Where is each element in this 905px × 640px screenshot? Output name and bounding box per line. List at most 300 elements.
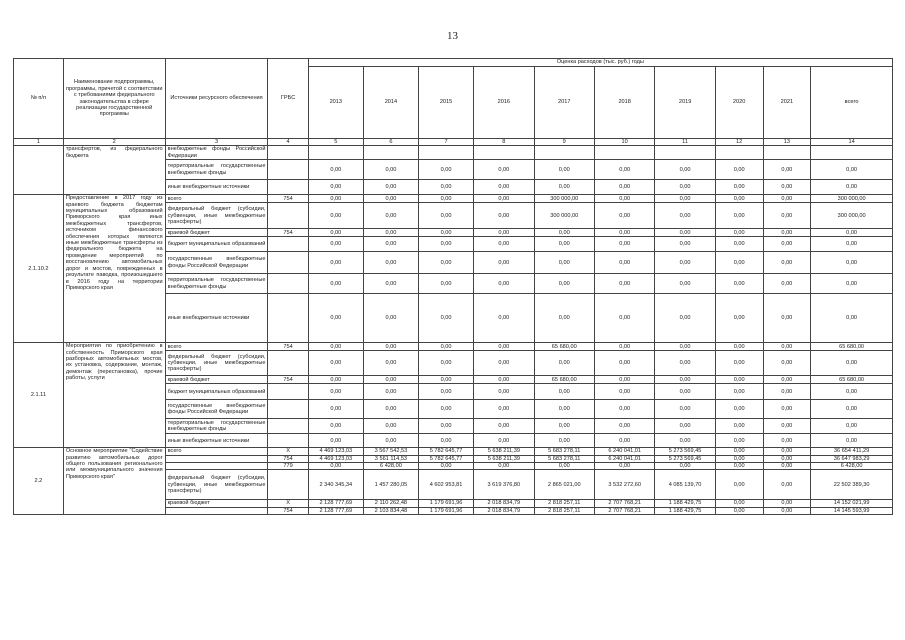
value-cell: 0,00: [474, 195, 534, 203]
grbs-cell: [268, 384, 308, 400]
value-cell: 0,00: [534, 160, 594, 180]
value-cell: 2 018 834,79: [474, 507, 534, 514]
value-cell: 0,00: [363, 160, 418, 180]
source-cell: государственные внебюджетные фонды Российской Федерации: [165, 400, 268, 419]
grbs-cell: [268, 294, 308, 343]
column-number: 14: [811, 139, 893, 146]
grbs-cell: [268, 160, 308, 180]
value-cell: 0,00: [594, 434, 654, 448]
value-cell: 0,00: [594, 419, 654, 434]
column-number: 8: [474, 139, 534, 146]
value-cell: 22 502 389,30: [811, 470, 893, 500]
column-number: 2: [63, 139, 165, 146]
value-cell: 65 680,00: [811, 376, 893, 384]
source-cell: внебюджетные фонды Российской Федерации: [165, 146, 268, 160]
value-cell: 2 818 257,11: [534, 507, 594, 514]
value-cell: 5 683 278,11: [534, 448, 594, 455]
value-cell: 0,00: [715, 455, 763, 462]
value-cell: 5 638 211,39: [474, 448, 534, 455]
value-cell: 5 683 278,11: [534, 455, 594, 462]
value-cell: 0,00: [534, 229, 594, 237]
source-cell: иные внебюджетные источники: [165, 180, 268, 195]
value-cell: 0,00: [655, 463, 715, 470]
value-cell: 0,00: [363, 180, 418, 195]
value-cell: 0,00: [363, 351, 418, 376]
value-cell: 0,00: [474, 294, 534, 343]
header-year: 2019: [655, 67, 715, 139]
value-cell: 0,00: [715, 203, 763, 229]
value-cell: 0,00: [655, 180, 715, 195]
table-row: [14, 195, 893, 203]
value-cell: 0,00: [363, 203, 418, 229]
grbs-cell: [268, 274, 308, 294]
value-cell: 5 782 645,77: [418, 448, 473, 455]
value-cell: 0,00: [594, 203, 654, 229]
value-cell: 0,00: [418, 400, 473, 419]
header-year: 2013: [308, 67, 363, 139]
source-cell: всего: [165, 343, 268, 351]
value-cell: 0,00: [715, 384, 763, 400]
value-cell: 36 654 411,29: [811, 448, 893, 455]
value-cell: 0,00: [655, 203, 715, 229]
value-cell: 0,00: [534, 252, 594, 274]
value-cell: 4 085 139,70: [655, 470, 715, 500]
header-year: 2014: [363, 67, 418, 139]
source-cell: бюджет муниципальных образований: [165, 237, 268, 252]
source-cell: [165, 507, 268, 514]
value-cell: 3 619 376,80: [474, 470, 534, 500]
value-cell: 0,00: [594, 180, 654, 195]
value-cell: 0,00: [418, 434, 473, 448]
value-cell: 0,00: [594, 160, 654, 180]
value-cell: 0,00: [763, 274, 811, 294]
value-cell: 0,00: [474, 252, 534, 274]
header-year: 2016: [474, 67, 534, 139]
value-cell: 0,00: [418, 229, 473, 237]
value-cell: 0,00: [763, 237, 811, 252]
value-cell: [715, 146, 763, 160]
value-cell: 0,00: [534, 463, 594, 470]
value-cell: 0,00: [715, 400, 763, 419]
value-cell: 0,00: [363, 434, 418, 448]
value-cell: 0,00: [811, 274, 893, 294]
grbs-cell: X: [268, 448, 308, 455]
column-number: 9: [534, 139, 594, 146]
grbs-cell: [268, 419, 308, 434]
value-cell: 0,00: [763, 203, 811, 229]
grbs-cell: [268, 434, 308, 448]
value-cell: [763, 146, 811, 160]
value-cell: 0,00: [715, 343, 763, 351]
value-cell: 0,00: [308, 384, 363, 400]
column-number: 10: [594, 139, 654, 146]
value-cell: 0,00: [418, 463, 473, 470]
value-cell: 0,00: [811, 229, 893, 237]
value-cell: 0,00: [715, 500, 763, 507]
value-cell: 0,00: [534, 274, 594, 294]
value-cell: 0,00: [534, 237, 594, 252]
value-cell: 14 152 021,99: [811, 500, 893, 507]
source-cell: краевой бюджет: [165, 376, 268, 384]
value-cell: 0,00: [308, 195, 363, 203]
value-cell: 0,00: [763, 470, 811, 500]
value-cell: 0,00: [763, 343, 811, 351]
grbs-cell: [268, 470, 308, 500]
value-cell: 0,00: [594, 294, 654, 343]
column-number: 11: [655, 139, 715, 146]
value-cell: 0,00: [811, 419, 893, 434]
value-cell: 2 103 834,48: [363, 507, 418, 514]
column-number: 3: [165, 139, 268, 146]
value-cell: 0,00: [763, 507, 811, 514]
grbs-cell: [268, 351, 308, 376]
value-cell: 0,00: [363, 294, 418, 343]
grbs-cell: 779: [268, 463, 308, 470]
value-cell: 0,00: [715, 252, 763, 274]
row-number: 2.1.11: [14, 343, 64, 448]
value-cell: 6 240 041,01: [594, 455, 654, 462]
value-cell: 0,00: [418, 203, 473, 229]
value-cell: 0,00: [474, 419, 534, 434]
header-year: 2017: [534, 67, 594, 139]
value-cell: 300 000,00: [534, 195, 594, 203]
value-cell: 0,00: [715, 294, 763, 343]
value-cell: 0,00: [594, 237, 654, 252]
value-cell: 0,00: [418, 195, 473, 203]
value-cell: 5 638 211,39: [474, 455, 534, 462]
value-cell: 0,00: [763, 294, 811, 343]
value-cell: 0,00: [715, 434, 763, 448]
value-cell: 0,00: [811, 351, 893, 376]
value-cell: 0,00: [763, 455, 811, 462]
value-cell: 0,00: [308, 419, 363, 434]
value-cell: 0,00: [418, 419, 473, 434]
value-cell: 0,00: [811, 294, 893, 343]
value-cell: 0,00: [763, 463, 811, 470]
value-cell: 0,00: [763, 252, 811, 274]
value-cell: [418, 146, 473, 160]
value-cell: 0,00: [655, 229, 715, 237]
value-cell: 0,00: [363, 419, 418, 434]
column-numbers-row: [14, 139, 893, 146]
header-num: № п/п: [14, 59, 64, 139]
grbs-cell: [268, 237, 308, 252]
value-cell: 3 561 114,53: [363, 455, 418, 462]
header-grbs: ГРБС: [268, 59, 308, 139]
value-cell: 1 188 429,75: [655, 507, 715, 514]
value-cell: 0,00: [534, 434, 594, 448]
value-cell: 0,00: [763, 448, 811, 455]
value-cell: 4 469 123,03: [308, 455, 363, 462]
value-cell: 1 457 280,05: [363, 470, 418, 500]
value-cell: 0,00: [474, 434, 534, 448]
value-cell: 2 340 345,34: [308, 470, 363, 500]
column-number: 4: [268, 139, 308, 146]
column-number: 7: [418, 139, 473, 146]
value-cell: 0,00: [418, 274, 473, 294]
value-cell: 0,00: [594, 376, 654, 384]
value-cell: 0,00: [474, 343, 534, 351]
value-cell: [594, 146, 654, 160]
value-cell: 0,00: [655, 160, 715, 180]
source-cell: территориальные государственные внебюджетные фонды: [165, 419, 268, 434]
grbs-cell: 754: [268, 376, 308, 384]
value-cell: 0,00: [655, 252, 715, 274]
value-cell: 0,00: [418, 384, 473, 400]
source-cell: федеральный бюджет (субсидии, субвенции, иные межбюджетные трансферты): [165, 203, 268, 229]
row-name: Мероприятия по приобретению в собственность Приморского края разборных автомобильных мостов, их установка, содержание, монтаж, демонтаж (перестановка), прочие работы, услуги: [63, 343, 165, 448]
grbs-cell: 754: [268, 455, 308, 462]
value-cell: 6 428,00: [811, 463, 893, 470]
value-cell: 0,00: [308, 343, 363, 351]
value-cell: 0,00: [534, 294, 594, 343]
value-cell: [811, 146, 893, 160]
header-year: всего: [811, 67, 893, 139]
row-name: трансфертов, из федерального бюджета: [63, 146, 165, 195]
value-cell: 4 602 953,81: [418, 470, 473, 500]
value-cell: [474, 146, 534, 160]
value-cell: 0,00: [594, 351, 654, 376]
value-cell: 65 680,00: [811, 343, 893, 351]
value-cell: 0,00: [715, 274, 763, 294]
value-cell: 0,00: [715, 160, 763, 180]
value-cell: [308, 146, 363, 160]
value-cell: 0,00: [363, 237, 418, 252]
table-header: [14, 59, 893, 146]
value-cell: [655, 146, 715, 160]
header-year: 2015: [418, 67, 473, 139]
value-cell: 0,00: [715, 376, 763, 384]
value-cell: 0,00: [418, 237, 473, 252]
header-year: 2018: [594, 67, 654, 139]
value-cell: 2 018 834,79: [474, 500, 534, 507]
value-cell: 0,00: [308, 434, 363, 448]
value-cell: 0,00: [811, 180, 893, 195]
value-cell: 0,00: [715, 448, 763, 455]
value-cell: 0,00: [594, 343, 654, 351]
value-cell: 5 782 645,77: [418, 455, 473, 462]
value-cell: 0,00: [763, 160, 811, 180]
header-sources: Источники ресурсного обеспечения: [165, 59, 268, 139]
value-cell: 0,00: [474, 384, 534, 400]
value-cell: 0,00: [534, 400, 594, 419]
value-cell: 6 240 041,01: [594, 448, 654, 455]
grbs-cell: 754: [268, 195, 308, 203]
value-cell: 0,00: [474, 237, 534, 252]
grbs-cell: [268, 180, 308, 195]
value-cell: 1 188 429,75: [655, 500, 715, 507]
value-cell: 0,00: [418, 294, 473, 343]
value-cell: 0,00: [594, 384, 654, 400]
value-cell: 0,00: [474, 351, 534, 376]
row-name: Предоставление в 2017 году из краевого бюджета бюджетам муниципальных образований Приморского края иных межбюджетных трансфертов, источником финансового обеспечения которых являются иные межбюджетные трансферты из федерального бюджета на проведение мероприятий по восстановлению автомобильных дорог и мостов, поврежденных в результате паводка, произошедшего в 2016 году на территории Приморского края: [63, 195, 165, 343]
grbs-cell: [268, 203, 308, 229]
source-cell: [165, 463, 268, 470]
value-cell: 0,00: [474, 400, 534, 419]
value-cell: 0,00: [594, 400, 654, 419]
column-number: 6: [363, 139, 418, 146]
value-cell: 0,00: [418, 376, 473, 384]
source-cell: федеральный бюджет (субсидии, субвенции, иные межбюджетные трансферты): [165, 470, 268, 500]
value-cell: 0,00: [715, 419, 763, 434]
value-cell: [363, 146, 418, 160]
value-cell: 65 680,00: [534, 376, 594, 384]
grbs-cell: [268, 400, 308, 419]
value-cell: 0,00: [655, 419, 715, 434]
value-cell: 0,00: [308, 203, 363, 229]
value-cell: 0,00: [308, 160, 363, 180]
value-cell: 2 110 262,48: [363, 500, 418, 507]
value-cell: 0,00: [655, 195, 715, 203]
grbs-cell: [268, 146, 308, 160]
value-cell: 0,00: [715, 229, 763, 237]
value-cell: 300 000,00: [534, 203, 594, 229]
source-cell: бюджет муниципальных образований: [165, 384, 268, 400]
value-cell: 0,00: [715, 463, 763, 470]
value-cell: 0,00: [594, 274, 654, 294]
source-cell: краевой бюджет: [165, 229, 268, 237]
value-cell: 65 680,00: [534, 343, 594, 351]
value-cell: 0,00: [363, 376, 418, 384]
table-row: [14, 146, 893, 160]
value-cell: 0,00: [534, 419, 594, 434]
value-cell: 0,00: [594, 463, 654, 470]
header-year: 2020: [715, 67, 763, 139]
value-cell: 0,00: [715, 180, 763, 195]
column-number: 1: [14, 139, 64, 146]
value-cell: 0,00: [308, 237, 363, 252]
value-cell: 0,00: [715, 470, 763, 500]
value-cell: 0,00: [594, 252, 654, 274]
source-cell: всего: [165, 448, 268, 455]
value-cell: 0,00: [763, 419, 811, 434]
value-cell: 0,00: [534, 180, 594, 195]
table-row: [14, 343, 893, 351]
header-name: Наименование подпрограммы, программы, причетой с соответствии с требованиями федерального законодательства в сфере реализации государственной программы: [63, 59, 165, 139]
column-number: 12: [715, 139, 763, 146]
value-cell: 0,00: [655, 434, 715, 448]
value-cell: 0,00: [363, 400, 418, 419]
value-cell: 0,00: [655, 343, 715, 351]
value-cell: 0,00: [308, 294, 363, 343]
value-cell: 0,00: [534, 384, 594, 400]
value-cell: 0,00: [655, 274, 715, 294]
value-cell: 6 428,00: [363, 463, 418, 470]
row-number: 2.1.10.2: [14, 195, 64, 343]
value-cell: 3 532 272,60: [594, 470, 654, 500]
value-cell: 0,00: [655, 376, 715, 384]
source-cell: территориальные государственные внебюджетные фонды: [165, 160, 268, 180]
grbs-cell: 754: [268, 343, 308, 351]
value-cell: 0,00: [474, 463, 534, 470]
grbs-cell: [268, 252, 308, 274]
value-cell: 0,00: [308, 351, 363, 376]
value-cell: 4 469 123,03: [308, 448, 363, 455]
source-cell: краевой бюджет: [165, 500, 268, 507]
value-cell: 0,00: [763, 384, 811, 400]
value-cell: 0,00: [655, 237, 715, 252]
value-cell: 0,00: [715, 237, 763, 252]
source-cell: [165, 455, 268, 462]
source-cell: федеральный бюджет (субсидии, субвенции, иные межбюджетные трансферты): [165, 351, 268, 376]
value-cell: 2 818 257,11: [534, 500, 594, 507]
source-cell: иные внебюджетные источники: [165, 434, 268, 448]
value-cell: 0,00: [811, 252, 893, 274]
column-number: 13: [763, 139, 811, 146]
value-cell: 5 273 569,45: [655, 455, 715, 462]
value-cell: 0,00: [763, 500, 811, 507]
grbs-cell: 754: [268, 507, 308, 514]
value-cell: 0,00: [474, 229, 534, 237]
value-cell: 0,00: [363, 252, 418, 274]
value-cell: 0,00: [474, 203, 534, 229]
value-cell: 0,00: [418, 180, 473, 195]
value-cell: 0,00: [655, 351, 715, 376]
value-cell: 2 865 021,00: [534, 470, 594, 500]
grbs-cell: 754: [268, 229, 308, 237]
row-number: [14, 146, 64, 195]
value-cell: 3 567 542,53: [363, 448, 418, 455]
source-cell: территориальные государственные внебюджетные фонды: [165, 274, 268, 294]
value-cell: 0,00: [418, 252, 473, 274]
header-year: 2021: [763, 67, 811, 139]
row-name: Основное мероприятие "Содействие развитию автомобильных дорог общего пользования регионального или межмуниципального значения Приморского края": [63, 448, 165, 515]
value-cell: 0,00: [763, 195, 811, 203]
value-cell: 0,00: [763, 229, 811, 237]
source-cell: всего: [165, 195, 268, 203]
budget-table: [13, 58, 893, 515]
value-cell: 0,00: [308, 463, 363, 470]
value-cell: 0,00: [418, 351, 473, 376]
value-cell: 0,00: [308, 252, 363, 274]
value-cell: 0,00: [594, 195, 654, 203]
page-number: 13: [447, 30, 458, 42]
value-cell: 14 145 593,99: [811, 507, 893, 514]
value-cell: 0,00: [363, 274, 418, 294]
header-estimate: Оценка расходов (тыс. руб.) годы: [308, 59, 892, 67]
value-cell: 0,00: [363, 343, 418, 351]
value-cell: 0,00: [655, 384, 715, 400]
source-cell: государственные внебюджетные фонды Российской Федерации: [165, 252, 268, 274]
value-cell: 2 707 768,21: [594, 500, 654, 507]
value-cell: 0,00: [811, 400, 893, 419]
value-cell: 300 000,00: [811, 203, 893, 229]
value-cell: 0,00: [418, 160, 473, 180]
value-cell: 1 179 691,96: [418, 507, 473, 514]
value-cell: 0,00: [655, 294, 715, 343]
row-number: 2.2: [14, 448, 64, 515]
value-cell: 2 128 777,69: [308, 507, 363, 514]
value-cell: 0,00: [308, 400, 363, 419]
column-number: 5: [308, 139, 363, 146]
value-cell: 0,00: [474, 376, 534, 384]
value-cell: 0,00: [655, 400, 715, 419]
value-cell: 0,00: [763, 351, 811, 376]
value-cell: 0,00: [474, 180, 534, 195]
source-cell: иные внебюджетные источники: [165, 294, 268, 343]
value-cell: [534, 146, 594, 160]
value-cell: 0,00: [308, 180, 363, 195]
value-cell: 0,00: [474, 160, 534, 180]
value-cell: 2 128 777,69: [308, 500, 363, 507]
value-cell: 0,00: [363, 229, 418, 237]
value-cell: 0,00: [715, 195, 763, 203]
value-cell: 0,00: [811, 384, 893, 400]
value-cell: 0,00: [308, 376, 363, 384]
value-cell: 0,00: [715, 507, 763, 514]
value-cell: 0,00: [763, 376, 811, 384]
value-cell: 36 647 983,29: [811, 455, 893, 462]
